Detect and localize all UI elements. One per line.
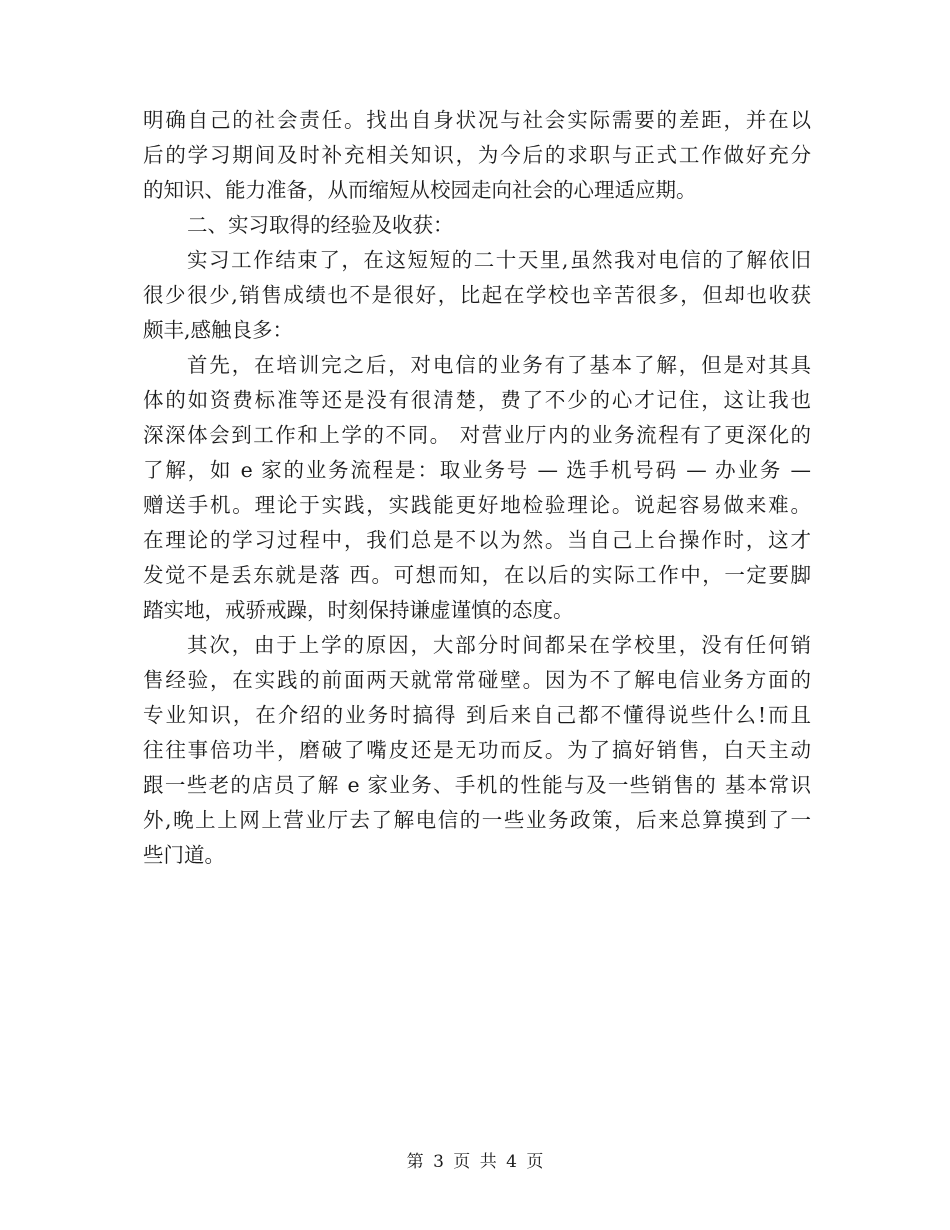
text-line: 售经验，在实践的前面两天就常常碰壁。因为不了解电信业务方面的 <box>143 668 811 692</box>
body-text <box>143 103 811 873</box>
text-line: 的知识、能力准备，从而缩短从校园走向社会的心理适应期。 <box>143 178 697 202</box>
text-line: 明确自己的社会责任。找出自身状况与社会实际需要的差距，并在以 <box>143 108 811 132</box>
text-line: 二、实习取得的经验及收获： <box>187 213 454 237</box>
text-line: 了解，如 e 家的业务流程是：取业务号 — 选手机号码 — 办业务 — <box>143 458 811 482</box>
text-line: 外,晚上上网上营业厅去了解电信的一些业务政策，后来总算摸到了一 <box>143 808 811 832</box>
text-line: 体的如资费标准等还是没有很清楚，费了不少的心才记住，这让我也 <box>143 388 811 412</box>
text-line: 跟一些老的店员了解 e 家业务、手机的性能与及一些销售的 基本常识 <box>143 773 811 797</box>
text-line: 专业知识，在介绍的业务时搞得 到后来自己都不懂得说些什么!而且 <box>143 703 811 727</box>
text-line: 在理论的学习过程中，我们总是不以为然。当自己上台操作时，这才 <box>143 528 811 552</box>
page-footer: 第 3 页 共 4 页 <box>406 1152 544 1172</box>
text-line: 后的学习期间及时补充相关知识，为今后的求职与正式工作做好充分 <box>143 143 811 167</box>
text-line: 些门道。 <box>143 843 225 867</box>
text-line: 实习工作结束了，在这短短的二十天里,虽然我对电信的了解依旧 <box>187 248 811 272</box>
text-line: 其次，由于上学的原因，大部分时间都呆在学校里，没有任何销 <box>187 633 811 657</box>
text-line: 很少很少,销售成绩也不是很好，比起在学校也辛苦很多，但却也收获 <box>143 283 811 307</box>
text-line: 赠送手机。理论于实践，实践能更好地检验理论。说起容易做来难。 <box>143 493 811 517</box>
text-line: 首先，在培训完之后，对电信的业务有了基本了解，但是对其具 <box>187 353 811 377</box>
text-line: 发觉不是丢东就是落 西。可想而知，在以后的实际工作中，一定要脚 <box>143 563 811 587</box>
text-line: 颇丰,感触良多： <box>143 318 294 342</box>
text-line: 往往事倍功半，磨破了嘴皮还是无功而反。为了搞好销售，白天主动 <box>143 738 811 762</box>
text-line: 深深体会到工作和上学的不同。 对营业厅内的业务流程有了更深化的 <box>143 423 811 447</box>
text-line: 踏实地，戒骄戒躁，时刻保持谦虚谨慎的态度。 <box>143 598 574 622</box>
